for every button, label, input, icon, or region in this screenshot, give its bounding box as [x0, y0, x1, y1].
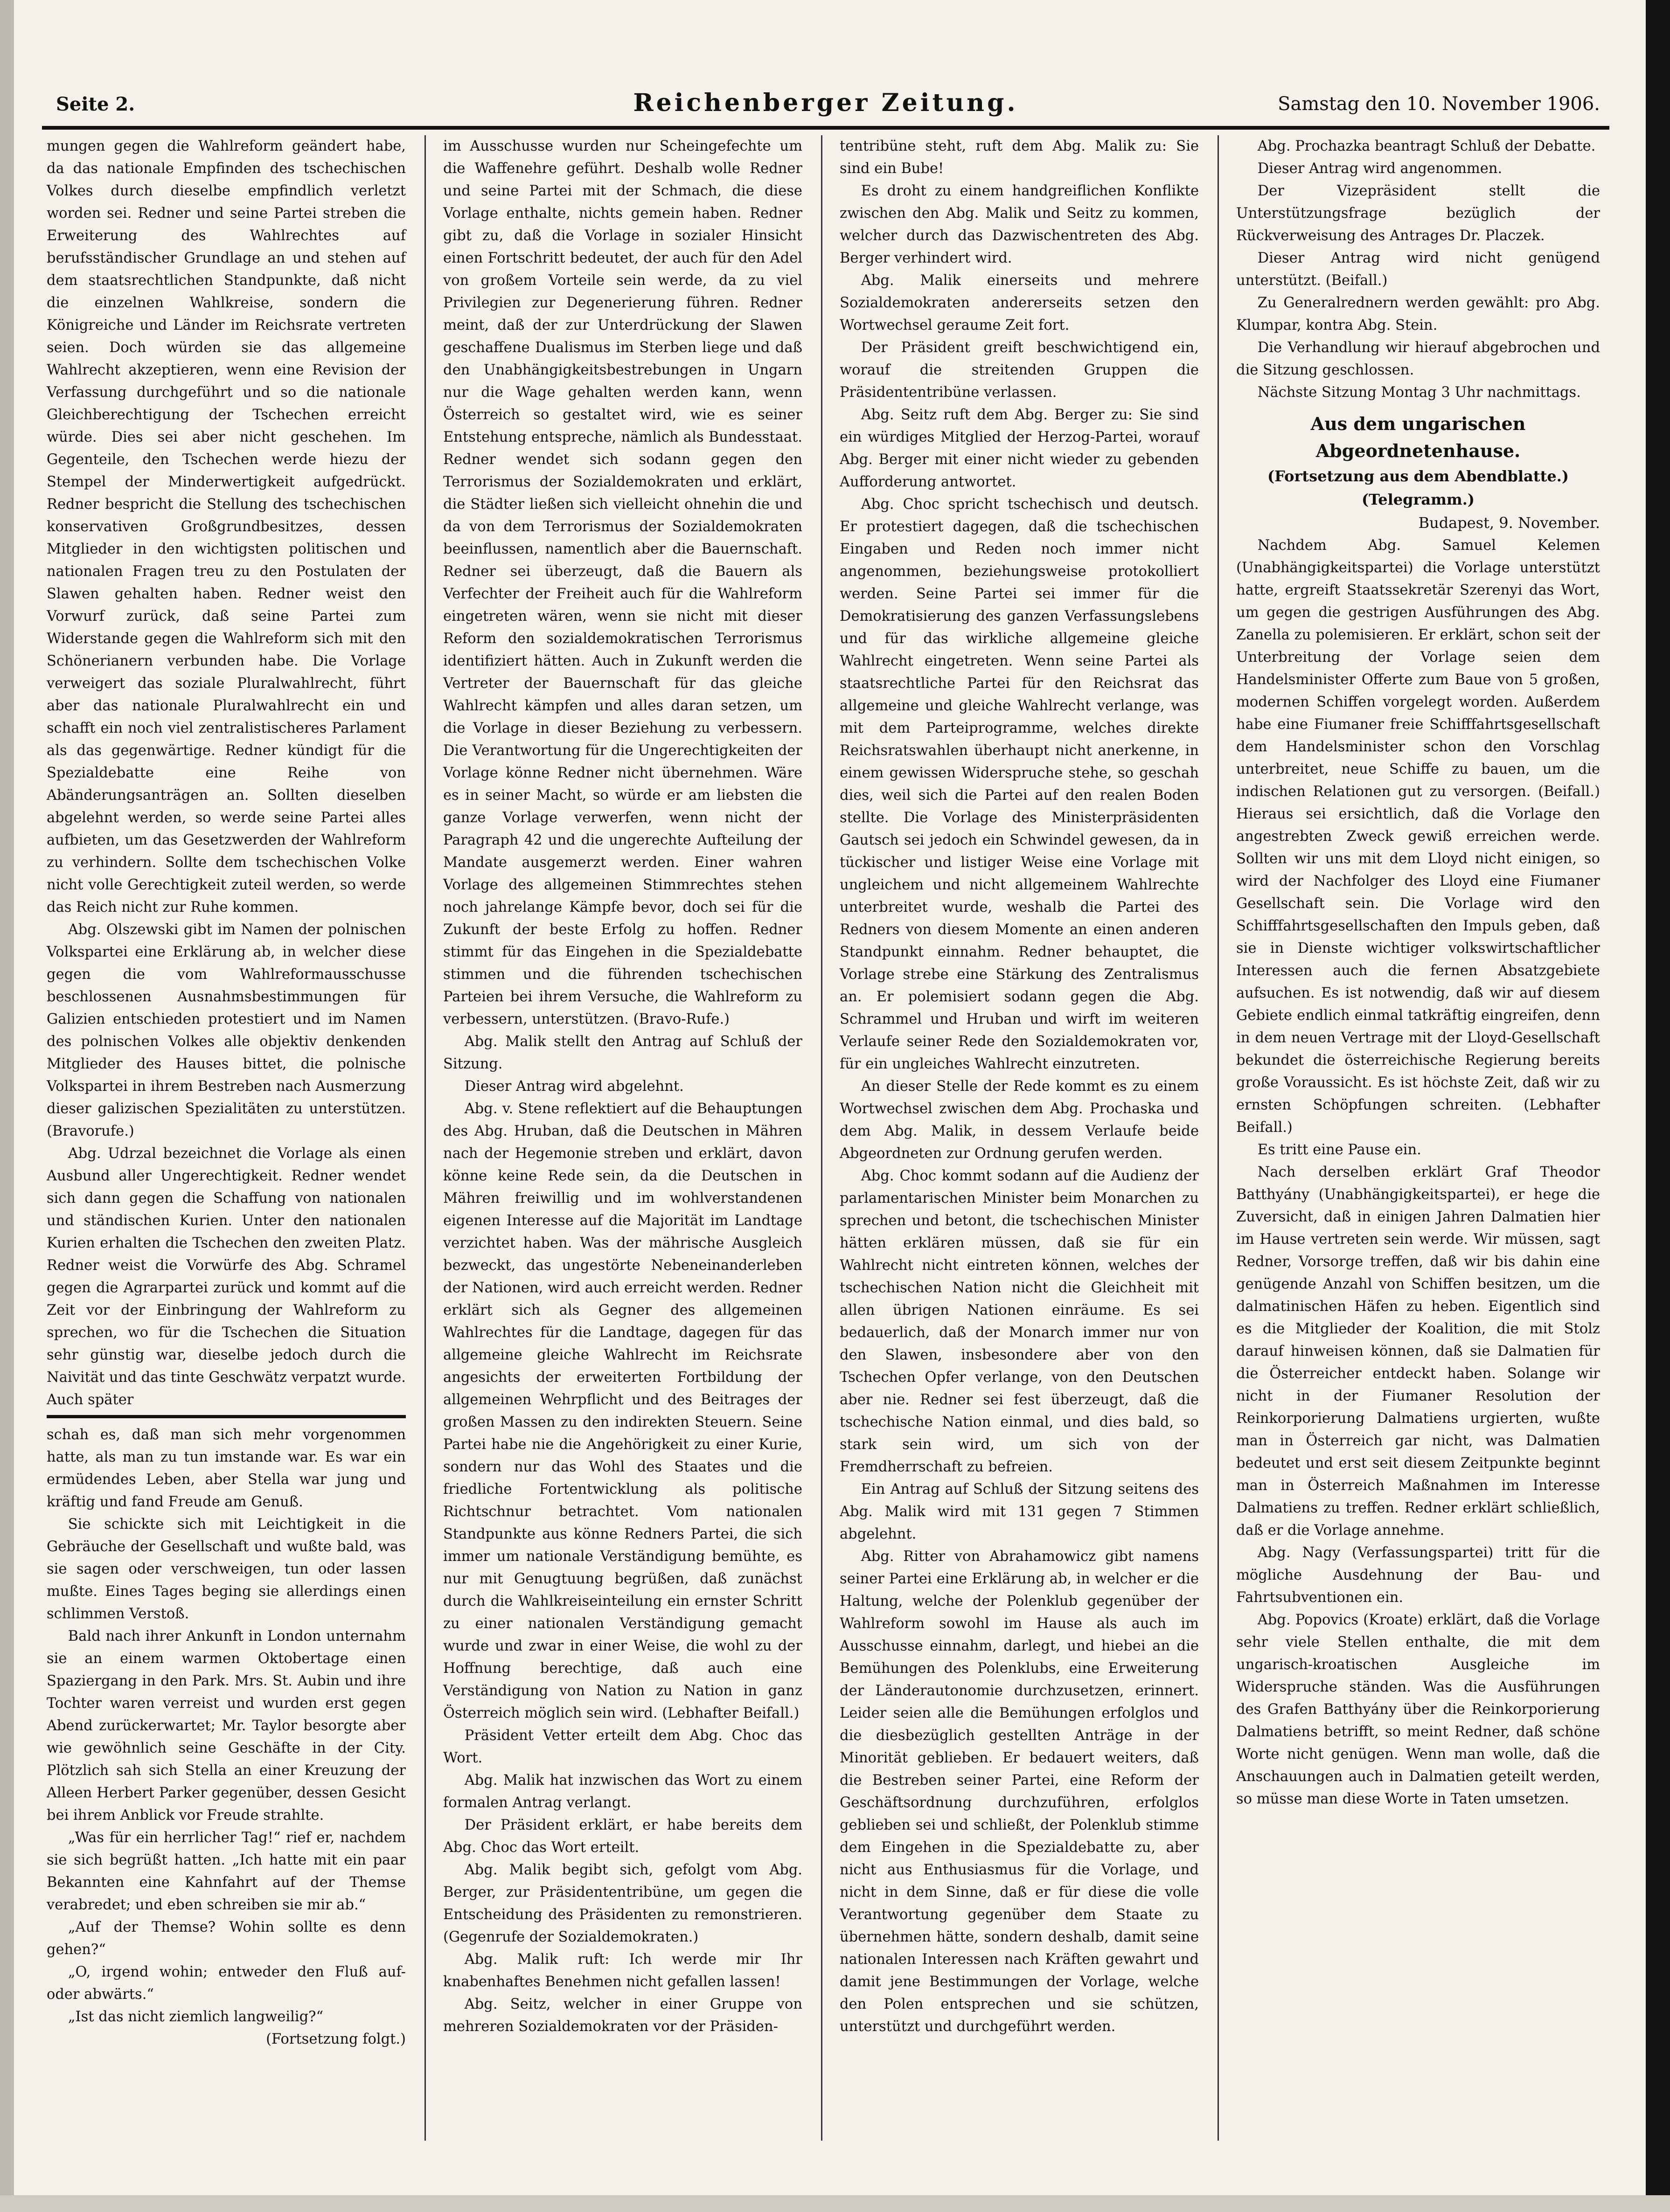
paragraph: Abg. Prochazka beantragt Schluß der Debatte. [1257, 138, 1596, 154]
paragraph: Dieser Antrag wird abgelehnt. [464, 1078, 684, 1095]
column-1 [42, 135, 411, 2141]
paragraph: Der Vizepräsident stellt die Unterstützungsfrage bezüglich der Rückverweisung des Antrages Dr. Placzek. [1236, 183, 1600, 244]
paragraph: Abg. Choc kommt sodann auf die Audienz der parlamentarischen Minister beim Monarchen zu sprechen und betont, die tschechischen Minister hätten erklären müssen, daß sie für ein Wahlrecht nicht eintreten können, welches der tschechischen Nation nicht die Gleichheit mit allen übrigen Nationen einräume. Es sei bedauerlich, daß der Monarch immer nur von den Slawen, insbesondere aber von den Tschechen Opfer verlange, von den Deutschen aber nie. Redner sei fest überzeugt, daß die tschechische Nation einmal, und dies bald, so stark sein wird, um sich von der Fremdherrschaft zu befreien. [840, 1168, 1199, 1475]
masthead: Reichenberger Zeitung. [633, 89, 1018, 117]
paragraph: Nachdem Abg. Samuel Kelemen (Unabhängigkeitspartei) die Vorlage unterstützt hatte, ergreift Staatssekretär Szerenyi das Wort, um gegen die gestrigen Ausführungen des Abg. Zanella zu polemisieren. Er erklärt, schon seit der Unterbreitung der Vorlage seien dem Handelsminister Offerte zum Baue von 5 großen, modernen Schiffen vorgelegt worden. Außerdem habe eine Fiumaner freie Schifffahrtsgesellschaft dem Handelsminister schon den Vorschlag unterbreitet, neue Schiffe zu bauen, um die indischen Relationen gut zu versorgen. (Beifall.) Hieraus sei ersichtlich, daß die Vorlage den angestrebten Zweck gewiß erreichen werde. Sollten wir uns mit dem Lloyd nicht einigen, so wird der Nachfolger des Lloyd eine Fiumaner Gesellschaft sein. Die Vorlage wird den Schifffahrtsgesellschaften den Impuls geben, daß sie in Dienste wichtiger volkswirtschaftlicher Interessen auch die fernen Absatzgebiete aufsuchen. Es ist notwendig, daß wir auf diesem Gebiete endlich einmal tatkräftig eingreifen, denn in dem neuen Vertrage mit der Lloyd-Gesellschaft bekundet die österreichische Regierung bereits große Voraussicht. Es ist höchste Zeit, daß wir zu ernsten Schöpfungen schreiten. (Lebhafter Beifall.) [1236, 537, 1600, 1136]
paragraph: An dieser Stelle der Rede kommt es zu einem Wortwechsel zwischen dem Abg. Prochaska und dem Abg. Malik, in dessem Verlaufe beide Abgeordneten zur Ordnung gerufen werden. [840, 1078, 1199, 1162]
column-rule [821, 135, 822, 2141]
paragraph: Dieser Antrag wird angenommen. [1257, 160, 1503, 177]
paragraph: Abg. Seitz, welcher in einer Gruppe von mehreren Sozialdemokraten vor der Präsiden- [443, 1996, 802, 2035]
issue-date: Samstag den 10. November 1906. [1278, 93, 1600, 115]
feuilleton-paragraph: „Auf der Themse? Wohin sollte es denn gehen?“ [47, 1919, 406, 1958]
scan-left-edge [0, 0, 14, 2212]
feuilleton-paragraph: Bald nach ihrer Ankunft in London unternahm sie an einem warmen Oktobertage einen Spaziergang in den Park. Mrs. St. Aubin und ihre Tochter waren verreist und wurden erst gegen Abend zurückerwartet; Mr. Taylor besorgte aber wie gewöhnlich seine Geschäfte in der City. Plötzlich sah sich Stella an einer Kreuzung der Alleen Herbert Parker gegenüber, dessen Gesicht bei ihrem Anblick vor Freude strahlte. [47, 1628, 406, 1824]
page-content [42, 89, 1609, 2173]
paragraph: tentribüne steht, ruft dem Abg. Malik zu: Sie sind ein Bube! [840, 138, 1199, 177]
paragraph: Nächste Sitzung Montag 3 Uhr nachmittags. [1257, 384, 1581, 401]
paragraph: Es tritt eine Pause ein. [1257, 1142, 1421, 1158]
paragraph: mungen gegen die Wahlreform geändert habe, da das nationale Empfinden des tschechischen Volkes durch dieselbe empfindlich verletzt worden sei. Redner und seine Partei streben die Erweiterung des Wahlrechtes auf berufsständischer Grundlage an und stehen auf dem staatsrechtlichen Standpunkte, daß nicht die einzelnen Wahlkreise, sondern die Königreiche und Länder im Reichsrate vertreten seien. Doch würden sie das allgemeine Wahlrecht akzeptieren, wenn eine Revision der Verfassung durchgeführt und so die nationale Gleichberechtigung der Tschechen erreicht würde. Dies sei aber nicht geschehen. Im Gegenteile, den Tschechen werde hiezu der Stempel der Minderwertigkeit aufgedrückt. Redner bespricht die Stellung des tschechischen konservativen Großgrundbesitzes, dessen Mitglieder in den wichtigsten politischen und nationalen Fragen treu zu den Postulaten der Slawen gehalten haben. Redner weist den Vorwurf zurück, daß seine Partei zum Widerstande gegen die Wahlreform sich mit den Schönerianern verbunden habe. Die Vorlage verweigert das soziale Pluralwahlrecht, führt aber das nationale Pluralwahlrecht ein und schafft ein noch viel zentralistischeres Parlament als das gegenwärtige. Redner kündigt für die Spezialdebatte eine Reihe von Abänderungsanträgen an. Sollten dieselben abgelehnt werden, so werde seine Partei alles aufbieten, um das Gesetzwerden der Wahlreform zu verhindern. Sollte dem tschechischen Volke nicht volle Gerechtigkeit zuteil werden, so werde das Reich nicht zur Ruhe kommen. [47, 138, 406, 915]
paragraph: Abg. Malik hat inzwischen das Wort zu einem formalen Antrag verlangt. [443, 1772, 802, 1811]
section-divider [47, 1415, 406, 1418]
paragraph: Ein Antrag auf Schluß der Sitzung seitens des Abg. Malik wird mit 131 gegen 7 Stimmen abgelehnt. [840, 1481, 1199, 1542]
column-4 [1232, 135, 1605, 2141]
page-number: Seite 2. [56, 93, 135, 115]
article-title: Aus dem ungarischen Abgeordnetenhause. [1310, 413, 1526, 461]
paragraph: Abg. v. Stene reflektiert auf die Behauptungen des Abg. Hruban, daß die Deutschen in Mähren nach der Hegemonie streben und erklärt, davon könne keine Rede sein, da die Deutschen in Mähren freiwillig und im wohlverstandenen eigenen Interesse auf die Majorität im Landtage verzichtet haben. Was der mährische Ausgleich bezweckt, das ungestörte Nebeneinanderleben der Nationen, wird auch erreicht werden. Redner erklärt sich als Gegner des allgemeinen Wahlrechtes für die Landtage, dagegen für das allgemeine gleiche Wahlrecht im Reichsrate angesichts der erweiterten Fortbildung der allgemeinen Wehrpflicht und des Beitrages der großen Massen zu den indirekten Steuern. Seine Partei habe nie die Angehörigkeit zu einer Kurie, sondern nur das Wohl des Staates und die friedliche Fortentwicklung als politische Richtschnur betrachtet. Vom nationalen Standpunkte aus könne Redners Partei, die sich immer um nationale Verständigung bemühte, es nur mit Genugtuung begrüßen, daß zunächst durch die Wahlkreiseinteilung ein ernster Schritt zu einer nationalen Verständigung gemacht wurde und zwar in einer Weise, die wohl zu der Hoffnung berechtige, daß auch eine Verständigung von Nation zu Nation in ganz Österreich möglich sein wird. (Lebhafter Beifall.) [443, 1101, 802, 1721]
paragraph: Abg. Popovics (Kroate) erklärt, daß die Vorlage sehr viele Stellen enthalte, die mit dem ungarisch-kroatischen Ausgleiche im Widerspruche ständen. Was die Ausführungen des Grafen Batthyány über die Reinkorporierung Dalmatiens betrifft, so meint Redner, daß schöne Worte nicht genügen. Wenn man wolle, daß die Anschauungen auch in Dalmatien geteilt werden, so müsse man diese Worte in Taten umsetzen. [1236, 1612, 1600, 1807]
paragraph: Abg. Malik begibt sich, gefolgt vom Abg. Berger, zur Präsidententribüne, um gegen die Entscheidung des Präsidenten zu remonstrieren. (Gegenrufe der Sozialdemokraten.) [443, 1862, 802, 1945]
feuilleton-paragraph: „Was für ein herrlicher Tag!“ rief er, nachdem sie sich begrüßt hatten. „Ich hatte mit ein paar Bekannten eine Kahnfahrt auf der Themse verabredet; und eben schreiben sie mir ab.“ [47, 1830, 406, 1913]
feuilleton-paragraph: „O, irgend wohin; entweder den Fluß auf- oder abwärts.“ [47, 1964, 406, 2003]
paragraph: im Ausschusse wurden nur Scheingefechte um die Waffenehre geführt. Deshalb wolle Redner und seine Partei mit der Schmach, die diese Vorlage enthalte, nichts gemein haben. Redner gibt zu, daß die Vorlage in sozialer Hinsicht einen Fortschritt bedeutet, der auch für den Adel von großem Vorteile sein werde, da zu viel Privilegien zur Degenerierung führen. Redner meint, daß der zur Unterdrückung der Slawen geschaffene Dualismus im Sterben liege und daß den Unabhängigkeitsbestrebungen in Ungarn nur die Wage gehalten werden kann, wenn Österreich so gestaltet wird, wie es seiner Entstehung entspreche, nämlich als Bundesstaat. Redner wendet sich sodann gegen den Terrorismus der Sozialdemokraten und erklärt, die Städter ließen sich vielleicht ohnehin die und da von dem Terrorismus der Sozialdemokraten beeinflussen, namentlich aber die Bauernschaft. Redner sei überzeugt, daß die Bauern als Verfechter der Freiheit auch für die Wahlreform eingetreten wären, wenn sie nicht mit dieser Reform den sozialdemokratischen Terrorismus identifiziert hätten. Auch in Zukunft werden die Vertreter der Bauernschaft für das gleiche Wahlrecht kämpfen und alles daran setzen, um die Vorlage in dieser Beziehung zu verbessern. Die Verantwortung für die Ungerechtigkeiten der Vorlage könne Redner nicht übernehmen. Wäre es in seiner Macht, so würde er am liebsten die ganze Vorlage verwerfen, wenn nicht der Paragraph 42 und die ungerechte Aufteilung der Mandate ausgemerzt werden. Einer wahren Vorlage des allgemeinen Stimmrechtes stehen noch jahrelange Kämpfe bevor, doch sei für die Zukunft der beste Erfolg zu hoffen. Redner stimmt für das Eingehen in die Spezialdebatte stimmen und die führenden tschechischen Parteien bei ihrem Versuche, die Wahlreform zu verbessern, unterstützen. (Bravo-Rufe.) [443, 138, 802, 1027]
continuation-note: (Fortsetzung folgt.) [266, 2031, 406, 2047]
paragraph: Abg. Malik stellt den Antrag auf Schluß der Sitzung. [443, 1033, 802, 1072]
feuilleton-paragraph: schah es, daß man sich mehr vorgenommen hatte, als man zu tun imstande war. Es war ein ermüdendes Leben, aber Stella war jung und kräftig und fand Freude am Genuß. [47, 1427, 406, 1510]
scan-right-edge [1646, 0, 1670, 2212]
feuilleton-paragraph: Sie schickte sich mit Leichtigkeit in die Gebräuche der Gesellschaft und wußte bald, was sie sagen oder verschweigen, tun oder lassen mußte. Eines Tages beging sie allerdings einen schlimmen Verstoß. [47, 1516, 406, 1622]
paragraph: Abg. Ritter von Abrahamowicz gibt namens seiner Partei eine Erklärung ab, in welcher er die Haltung, welche der Polenklub gegenüber der Wahlreform sowohl im Hause als auch im Ausschusse einnahm, darlegt, und hiebei an die Bemühungen des Polenklubs, eine Erweiterung der Länderautonomie durchzusetzen, erinnert. Leider seien alle die Bemühungen erfolglos und die diesbezüglich gestellten Anträge in der Minorität geblieben. Er bedauert weiters, daß die Bestreben seiner Partei, eine Reform der Geschäftsordnung durchzuführen, erfolglos geblieben sei und schließt, der Polenklub stimme dem Eingehen in die Spezialdebatte zu, aber nicht aus Enthusiasmus für die Vorlage, und nicht in dem Sinne, daß er für diese die volle Verantwortung gegenüber dem Staate zu übernehmen hätte, sondern deshalb, damit seine nationalen Interessen nach Kräften gewahrt und damit jene Bestimmungen der Vorlage, welche den Polen entsprechen und sie schützen, unterstützt und durchgeführt werden. [840, 1548, 1199, 2035]
column-3 [835, 135, 1204, 2141]
article-subtitle: (Telegramm.) [1361, 491, 1475, 508]
paragraph: Es droht zu einem handgreiflichen Konflikte zwischen den Abg. Malik und Seitz zu kommen, welcher durch das Dazwischentreten des Abg. Berger verhindert wird. [840, 183, 1199, 266]
column-2 [438, 135, 807, 2141]
paragraph: Abg. Seitz ruft dem Abg. Berger zu: Sie sind ein würdiges Mitglied der Herzog-Partei, worauf Abg. Berger mit einer nicht wieder zu gebenden Aufforderung antwortet. [840, 407, 1199, 490]
paragraph: Der Präsident erklärt, er habe bereits dem Abg. Choc das Wort erteilt. [443, 1817, 802, 1856]
feuilleton-paragraph: „Ist das nicht ziemlich langweilig?“ [68, 2009, 324, 2025]
page-header [42, 89, 1609, 130]
paragraph: Abg. Udrzal bezeichnet die Vorlage als einen Ausbund aller Ungerechtigkeit. Redner wendet sich dann gegen die Schaffung von nationalen und ständischen Kurien. Unter den nationalen Kurien erhalten die Tschechen den zweiten Platz. Redner weist die Vorwürfe des Abg. Schramel gegen die Agrarpartei zurück und kommt auf die Zeit vor der Einbringung der Wahlreform zu sprechen, wo für die Tschechen die Situation sehr günstig war, dieselbe jedoch durch die Naivität und das tinte Geschwätz verpatzt wurde. Auch später [47, 1145, 406, 1408]
dateline: Budapest, 9. November. [1418, 514, 1600, 532]
paragraph: Abg. Choc spricht tschechisch und deutsch. Er protestiert dagegen, daß die tschechischen Eingaben und Reden noch immer nicht angenommen, beziehungsweise protokolliert werden. Seine Partei sei immer für die Demokratisierung des ganzen Verfassungslebens und für das wirkliche allgemeine gleiche Wahlrecht eingetreten. Wenn seine Partei als staatsrechtliche Partei für den Reichsrat das allgemeine und gleiche Wahlrecht verlange, was mit dem Parteiprogramme, welches direkte Reichsratswahlen überhaupt nicht anerkenne, in einem gewissen Widerspruche stehe, so geschah dies, weil sich die Partei auf den realen Boden stellte. Die Vorlage des Ministerpräsidenten Gautsch sei jedoch ein Schwindel gewesen, da in tückischer und listiger Weise eine Vorlage mit ungleichem und nicht allgemeinem Wahlrechte unterbreitet wurde, weshalb die Partei des Redners von diesem Momente an einen anderen Standpunkt einnahm. Redner behauptet, die Vorlage strebe eine Stärkung des Zentralismus an. Er polemisiert sodann gegen die Abg. Schrammel und Hruban und wirft im weiteren Verlaufe seiner Rede den Sozialdemokraten vor, für ein ungleiches Wahlrecht einzutreten. [840, 496, 1199, 1072]
paragraph: Abg. Malik ruft: Ich werde mir Ihr knabenhaftes Benehmen nicht gefallen lassen! [443, 1951, 802, 1990]
article-subtitle: (Fortsetzung aus dem Abendblatte.) [1267, 467, 1569, 485]
column-rule [1218, 135, 1219, 2141]
column-rule [424, 135, 426, 2141]
paragraph: Präsident Vetter erteilt dem Abg. Choc das Wort. [443, 1727, 802, 1766]
paragraph: Der Präsident greift beschwichtigend ein, worauf die streitenden Gruppen die Präsidententribüne verlassen. [840, 340, 1199, 401]
paragraph: Abg. Nagy (Verfassungspartei) tritt für die mögliche Ausdehnung der Bau- und Fahrtsubventionen ein. [1236, 1545, 1600, 1606]
paragraph: Die Verhandlung wir hierauf abgebrochen und die Sitzung geschlossen. [1236, 340, 1600, 378]
scan-bottom-edge [0, 2195, 1670, 2212]
paragraph: Abg. Olszewski gibt im Namen der polnischen Volkspartei eine Erklärung ab, in welcher diese gegen die vom Wahlreformausschusse beschlossenen Ausnahmsbestimmungen für Galizien entschieden protestiert und im Namen des polnischen Volkes alle objektiv denkenden Mitglieder des Hauses bittet, die polnische Volkspartei in ihrem Bestreben nach Ausmerzung dieser galizischen Spezialitäten zu unterstützen. (Bravorufe.) [47, 922, 406, 1139]
paragraph: Abg. Malik einerseits und mehrere Sozialdemokraten andererseits setzen den Wortwechsel geraume Zeit fort. [840, 272, 1199, 333]
paragraph: Dieser Antrag wird nicht genügend unterstützt. (Beifall.) [1236, 250, 1600, 289]
paragraph: Zu Generalrednern werden gewählt: pro Abg. Klumpar, kontra Abg. Stein. [1236, 295, 1600, 333]
paragraph: Nach derselben erklärt Graf Theodor Batthyány (Unabhängigkeitspartei), er hege die Zuversicht, daß in einigen Jahren Dalmatien hier im Hause vertreten sein werde. Wir müssen, sagt Redner, Vorsorge treffen, daß wir bis dahin eine genügende Anzahl von Schiffen besitzen, um die dalmatinischen Häfen zu heben. Eigentlich sind es die Mitglieder der Koalition, die mit Stolz darauf hinweisen können, daß sie Dalmatien für die Österreicher entdeckt haben. Solange wir nicht in der Fiumaner Resolution der Reinkorporierung Dalmatiens urgierten, wußte man in Österreich gar nicht, was Dalmatien bedeutet und erst seit diesem Zeitpunkte beginnt man in Österreich Maßnahmen im Interesse Dalmatiens zu treffen. Redner erklärt schließlich, daß er die Vorlage annehme. [1236, 1164, 1600, 1539]
